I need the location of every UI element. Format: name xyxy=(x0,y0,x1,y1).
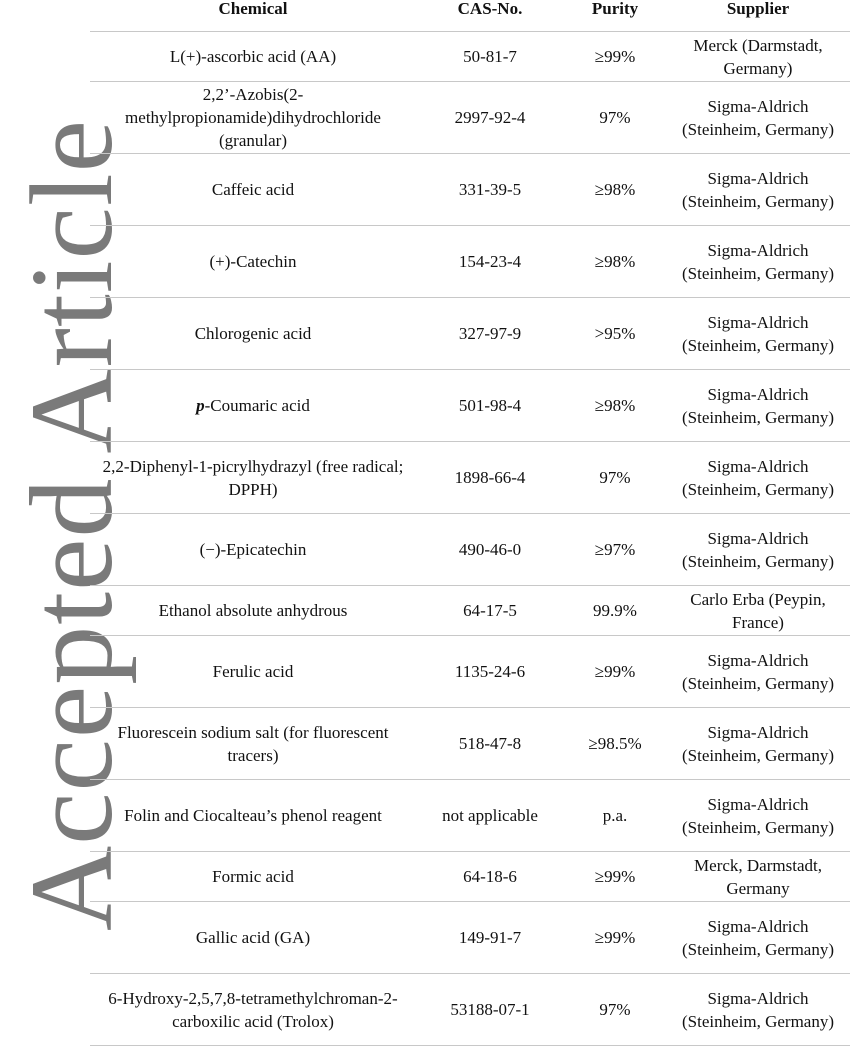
cell-supplier: Sigma-Aldrich (Steinheim, Germany) xyxy=(666,154,850,226)
chemical-name: -Coumaric acid xyxy=(204,396,310,415)
cell-supplier: Carlo Erba (Peypin, France) xyxy=(666,586,850,636)
cell-cas: 1898-66-4 xyxy=(416,442,564,514)
chemical-name: Fluorescein sodium salt (for fluorescent tracers) xyxy=(117,722,389,765)
cell-purity: ≥98% xyxy=(564,226,666,298)
cell-supplier: Sigma-Aldrich (Steinheim, Germany) xyxy=(666,780,850,852)
cell-purity: 99.9% xyxy=(564,586,666,636)
chemical-name: Folin and Ciocalteau’s phenol reagent xyxy=(124,806,382,825)
table-row xyxy=(90,586,850,636)
cell-purity: >95% xyxy=(564,298,666,370)
chemical-name: 2,2’-Azobis(2-methylpropionamide)dihydrochloride (granular) xyxy=(125,85,381,150)
chemicals-table xyxy=(90,0,850,1046)
cell-supplier: Sigma-Aldrich (Steinheim, Germany) xyxy=(666,902,850,974)
chemical-name: (−)-Epicatechin xyxy=(199,540,307,559)
cell-chemical xyxy=(90,636,416,708)
table-row xyxy=(90,974,850,1046)
cell-purity: ≥97% xyxy=(564,514,666,586)
cell-chemical xyxy=(90,902,416,974)
cell-chemical xyxy=(90,514,416,586)
table-row xyxy=(90,298,850,370)
table-row xyxy=(90,852,850,902)
table-row xyxy=(90,32,850,82)
cell-cas: 64-18-6 xyxy=(416,852,564,902)
chemical-name: Caffeic acid xyxy=(211,180,295,199)
table-row xyxy=(90,514,850,586)
cell-supplier: Sigma-Aldrich (Steinheim, Germany) xyxy=(666,370,850,442)
cell-cas: 518-47-8 xyxy=(416,708,564,780)
cell-chemical xyxy=(90,226,416,298)
chemical-name: Gallic acid (GA) xyxy=(195,928,311,947)
cell-cas: 327-97-9 xyxy=(416,298,564,370)
cell-chemical xyxy=(90,852,416,902)
chemical-name: 6-Hydroxy-2,5,7,8-tetramethylchroman-2-carboxilic acid (Trolox) xyxy=(108,988,398,1031)
cell-chemical xyxy=(90,82,416,154)
header-purity: Purity xyxy=(564,0,666,32)
cell-purity: ≥99% xyxy=(564,32,666,82)
cell-chemical xyxy=(90,154,416,226)
table-header-row xyxy=(90,0,850,32)
table-row xyxy=(90,636,850,708)
header-chemical: Chemical xyxy=(90,0,416,32)
cell-chemical xyxy=(90,298,416,370)
cell-cas: 501-98-4 xyxy=(416,370,564,442)
cell-supplier: Merck (Darmstadt, Germany) xyxy=(666,32,850,82)
cell-purity: ≥98% xyxy=(564,154,666,226)
cell-cas: 490-46-0 xyxy=(416,514,564,586)
table-row xyxy=(90,226,850,298)
cell-supplier: Sigma-Aldrich (Steinheim, Germany) xyxy=(666,636,850,708)
table-row xyxy=(90,780,850,852)
cell-supplier: Sigma-Aldrich (Steinheim, Germany) xyxy=(666,298,850,370)
table-row xyxy=(90,82,850,154)
cell-cas: 331-39-5 xyxy=(416,154,564,226)
cell-cas: 64-17-5 xyxy=(416,586,564,636)
cell-cas: 53188-07-1 xyxy=(416,974,564,1046)
table-row xyxy=(90,708,850,780)
cell-chemical xyxy=(90,442,416,514)
chemical-prefix: p xyxy=(196,396,205,415)
chemical-name: (+)-Catechin xyxy=(209,252,297,271)
chemical-name: Chlorogenic acid xyxy=(194,324,312,343)
cell-purity: 97% xyxy=(564,442,666,514)
table-row xyxy=(90,370,850,442)
cell-purity: ≥99% xyxy=(564,852,666,902)
cell-chemical xyxy=(90,974,416,1046)
cell-purity: ≥98.5% xyxy=(564,708,666,780)
cell-supplier: Sigma-Aldrich (Steinheim, Germany) xyxy=(666,974,850,1046)
cell-supplier: Sigma-Aldrich (Steinheim, Germany) xyxy=(666,442,850,514)
cell-supplier: Sigma-Aldrich (Steinheim, Germany) xyxy=(666,708,850,780)
cell-supplier: Sigma-Aldrich (Steinheim, Germany) xyxy=(666,514,850,586)
table-row xyxy=(90,902,850,974)
cell-supplier: Sigma-Aldrich (Steinheim, Germany) xyxy=(666,82,850,154)
chemical-name: Ferulic acid xyxy=(212,662,294,681)
cell-chemical xyxy=(90,370,416,442)
chemical-name: L(+)-ascorbic acid (AA) xyxy=(169,47,337,66)
cell-chemical xyxy=(90,32,416,82)
cell-cas: 50-81-7 xyxy=(416,32,564,82)
cell-purity: ≥98% xyxy=(564,370,666,442)
cell-cas: 2997-92-4 xyxy=(416,82,564,154)
table-row xyxy=(90,154,850,226)
cell-cas: 154-23-4 xyxy=(416,226,564,298)
cell-cas: 149-91-7 xyxy=(416,902,564,974)
cell-purity: ≥99% xyxy=(564,636,666,708)
cell-chemical xyxy=(90,780,416,852)
cell-purity: ≥99% xyxy=(564,902,666,974)
cell-supplier: Sigma-Aldrich (Steinheim, Germany) xyxy=(666,226,850,298)
cell-purity: 97% xyxy=(564,82,666,154)
table-row xyxy=(90,442,850,514)
cell-supplier: Merck, Darmstadt, Germany xyxy=(666,852,850,902)
chemical-name: Formic acid xyxy=(212,867,294,886)
chemical-name: Ethanol absolute anhydrous xyxy=(158,601,348,620)
cell-cas: 1135-24-6 xyxy=(416,636,564,708)
cell-chemical xyxy=(90,586,416,636)
cell-cas: not applicable xyxy=(416,780,564,852)
header-cas: CAS-No. xyxy=(416,0,564,32)
chemical-name: 2,2-Diphenyl-1-picrylhydrazyl (free radical; DPPH) xyxy=(102,456,404,499)
cell-chemical xyxy=(90,708,416,780)
cell-purity: 97% xyxy=(564,974,666,1046)
watermark: Accepted Article xyxy=(6,118,137,932)
header-supplier: Supplier xyxy=(666,0,850,32)
cell-purity: p.a. xyxy=(564,780,666,852)
